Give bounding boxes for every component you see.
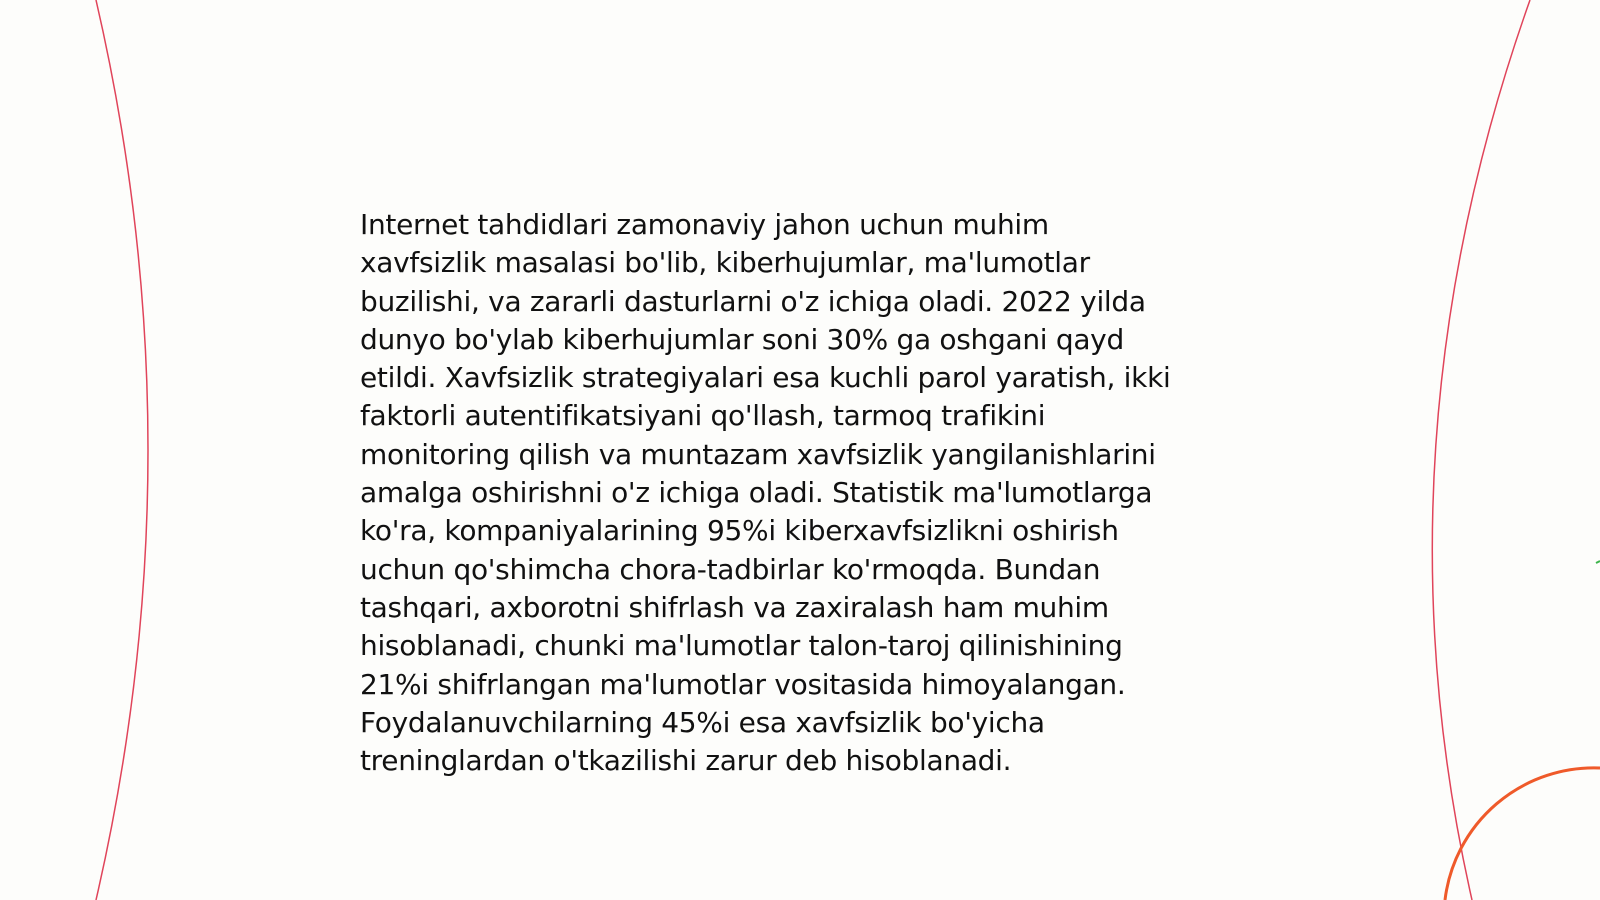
paragraph-line: etildi. Xavfsizlik strategiyalari esa kuchli parol yaratish, ikki (360, 361, 1171, 395)
paragraph-line: monitoring qilish va muntazam xavfsizlik yangilanishlarini (360, 437, 1156, 471)
paragraph-line: tashqari, axborotni shifrlash va zaxiralash ham muhim (360, 590, 1109, 624)
paragraph-line: buzilishi, va zararli dasturlarni o'z ichiga oladi. 2022 yilda (360, 284, 1146, 318)
green-mark (1596, 561, 1600, 563)
paragraph-line: xavfsizlik masalasi bo'lib, kiberhujumlar, ma'lumotlar (360, 246, 1090, 280)
paragraph-line: Foydalanuvchilarning 45%i esa xavfsizlik bo'yicha (360, 705, 1045, 739)
body-paragraph (360, 206, 1240, 780)
paragraph-line: faktorli autentifikatsiyani qo'llash, tarmoq trafikini (360, 399, 1046, 433)
paragraph-line: 21%i shifrlangan ma'lumotlar vositasida himoyalangan. (360, 667, 1126, 701)
left-curve-line (96, 0, 148, 900)
paragraph-line: Internet tahdidlari zamonaviy jahon uchun muhim (360, 208, 1049, 241)
right-curve-line (1432, 0, 1530, 900)
paragraph-line: hisoblanadi, chunki ma'lumotlar talon-taroj qilinishining (360, 629, 1123, 663)
paragraph-line: uchun qo'shimcha chora-tadbirlar ko'rmoqda. Bundan (360, 552, 1101, 586)
paragraph-line: ko'ra, kompaniyalarining 95%i kiberxavfsizlikni oshirish (360, 514, 1119, 548)
paragraph-line: dunyo bo'ylab kiberhujumlar soni 30% ga oshgani qayd (360, 322, 1124, 356)
paragraph-line: treninglardan o'tkazilishi zarur deb hisoblanadi. (360, 744, 1012, 778)
paragraph-line: amalga oshirishni o'z ichiga oladi. Statistik ma'lumotlarga (360, 476, 1153, 510)
